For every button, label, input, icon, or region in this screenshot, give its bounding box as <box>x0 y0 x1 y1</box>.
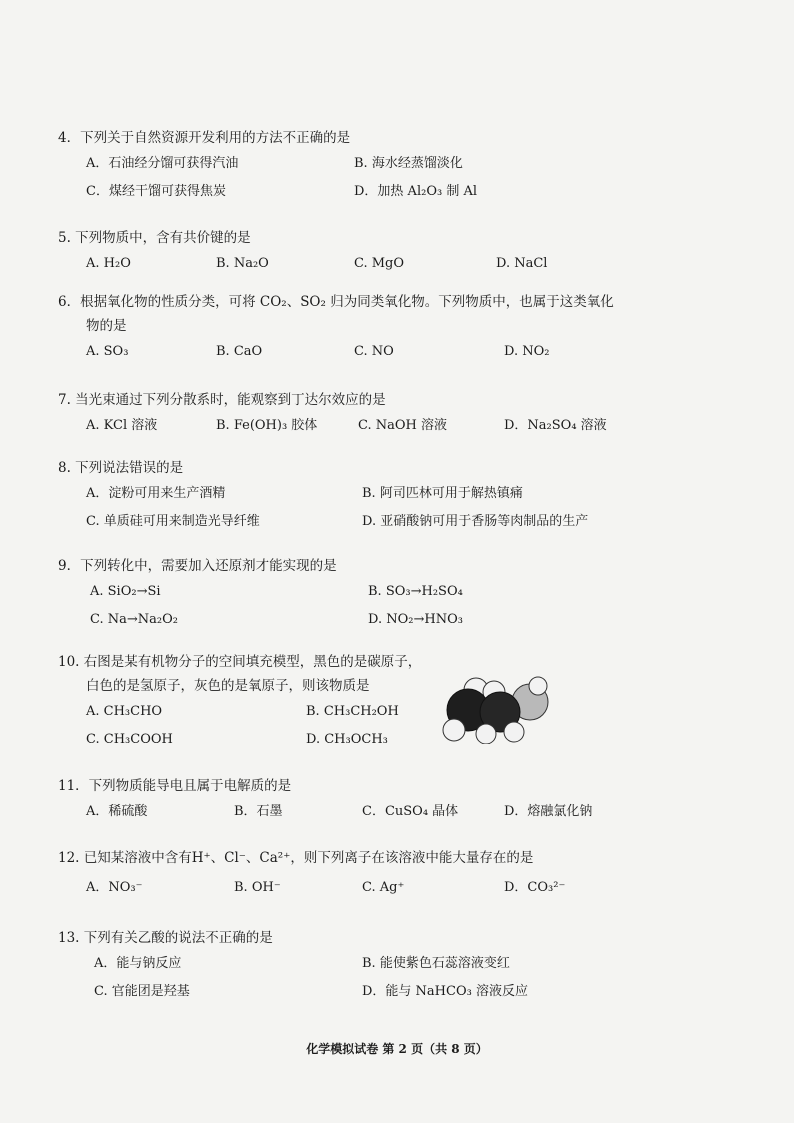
question-stem: 9．下列转化中，需要加入还原剂才能实现的是 <box>58 558 337 574</box>
option-d: D．能与 NaHCO₃ 溶液反应 <box>362 984 528 999</box>
options-row <box>58 342 678 364</box>
options-row <box>58 154 678 176</box>
question-9 <box>58 556 678 632</box>
question-stem: 13. 下列有关乙酸的说法不正确的是 <box>58 930 273 946</box>
option-a: A. SiO₂→Si <box>90 584 161 599</box>
question-stem: 5. 下列物质中，含有共价键的是 <box>58 230 251 246</box>
option-b: B. CaO <box>216 344 263 359</box>
options-row <box>58 254 678 276</box>
option-c: C. 官能团是羟基 <box>94 984 190 999</box>
option-a: A．石油经分馏可获得汽油 <box>86 156 239 171</box>
option-b: B. Fe(OH)₃ 胶体 <box>216 418 318 433</box>
question-6 <box>58 292 678 364</box>
question-stem: 12. 已知某溶液中含有H⁺、Cl⁻、Ca²⁺，则下列离子在该溶液中能大量存在的是 <box>58 850 534 866</box>
option-c: C. MgO <box>354 256 405 271</box>
option-b: B. Na₂O <box>216 256 269 271</box>
page-footer: 化学模拟试卷 第 2 页（共 8 页） <box>306 1042 488 1056</box>
question-13 <box>58 928 678 1004</box>
option-c: C. Na→Na₂O₂ <box>90 612 178 627</box>
option-c: C．CuSO₄ 晶体 <box>362 804 459 819</box>
option-d: D. CH₃OCH₃ <box>306 732 388 747</box>
option-c: C. CH₃COOH <box>86 732 173 747</box>
question-stem: 6．根据氧化物的性质分类，可将 CO₂、SO₂ 归为同类氧化物。下列物质中，也属于这类氧化 <box>58 294 614 310</box>
options-row <box>58 484 678 506</box>
option-b: B. CH₃CH₂OH <box>306 704 399 719</box>
option-c: C. 单质硅可用来制造光导纤维 <box>86 514 260 529</box>
question-5 <box>58 228 678 276</box>
option-c: C. NaOH 溶液 <box>358 418 448 433</box>
options-row <box>58 982 678 1004</box>
options-row <box>58 702 678 724</box>
option-b: B. OH⁻ <box>234 880 281 895</box>
hydrogen-atom <box>443 719 465 741</box>
hydrogen-atom <box>476 724 496 744</box>
option-a: A. KCl 溶液 <box>86 418 158 433</box>
option-c: C. NO <box>354 344 394 359</box>
molecule-model-image <box>438 672 554 744</box>
option-d: D．熔融氯化钠 <box>504 804 593 819</box>
question-stem: 11．下列物质能导电且属于电解质的是 <box>58 778 292 794</box>
option-a: A. CH₃CHO <box>86 704 163 719</box>
question-stem: 4．下列关于自然资源开发利用的方法不正确的是 <box>58 130 351 146</box>
option-b: B. 海水经蒸馏淡化 <box>354 156 463 171</box>
option-d: D．CO₃²⁻ <box>504 880 566 895</box>
option-b: B. 阿司匹林可用于解热镇痛 <box>362 486 523 501</box>
option-a: A. SO₃ <box>86 344 129 359</box>
question-stem: 10. 右图是某有机物分子的空间填充模型，黑色的是碳原子， <box>58 654 422 670</box>
options-row <box>58 878 678 900</box>
question-stem: 7. 当光束通过下列分散系时，能观察到丁达尔效应的是 <box>58 392 386 408</box>
options-row <box>58 730 678 752</box>
options-row <box>58 416 678 438</box>
question-4 <box>58 128 678 204</box>
option-b: B. SO₃→H₂SO₄ <box>368 584 463 599</box>
option-d: D. NaCl <box>496 256 548 271</box>
option-d: D．加热 Al₂O₃ 制 Al <box>354 184 477 199</box>
question-stem-continued: 白色的是氢原子，灰色的是氧原子，则该物质是 <box>86 678 370 694</box>
option-c: C．煤经干馏可获得焦炭 <box>86 184 226 199</box>
options-row <box>58 610 678 632</box>
option-c: C. Ag⁺ <box>362 880 405 895</box>
option-a: A．稀硫酸 <box>86 804 148 819</box>
option-b: B. 能使紫色石蕊溶液变红 <box>362 956 510 971</box>
option-d: D. NO₂→HNO₃ <box>368 612 463 627</box>
question-11 <box>58 776 678 824</box>
option-a: A. H₂O <box>86 256 131 271</box>
option-d: D. 亚硝酸钠可用于香肠等肉制品的生产 <box>362 514 589 529</box>
option-a: A．淀粉可用来生产酒精 <box>86 486 226 501</box>
hydrogen-atom <box>529 677 547 695</box>
option-d: D．Na₂SO₄ 溶液 <box>504 418 607 433</box>
question-stem-continued: 物的是 <box>86 318 127 334</box>
question-stem: 8. 下列说法错误的是 <box>58 460 184 476</box>
option-b: B．石墨 <box>234 804 283 819</box>
hydrogen-atom <box>504 722 524 742</box>
options-row <box>58 512 678 534</box>
options-row <box>58 182 678 204</box>
options-row <box>58 582 678 604</box>
options-row <box>58 954 678 976</box>
option-d: D. NO₂ <box>504 344 550 359</box>
question-8 <box>58 458 678 534</box>
options-row <box>58 802 678 824</box>
question-7 <box>58 390 678 438</box>
question-12 <box>58 848 678 900</box>
question-10 <box>58 652 678 752</box>
option-a: A．能与钠反应 <box>94 956 182 971</box>
option-a: A．NO₃⁻ <box>86 880 143 895</box>
